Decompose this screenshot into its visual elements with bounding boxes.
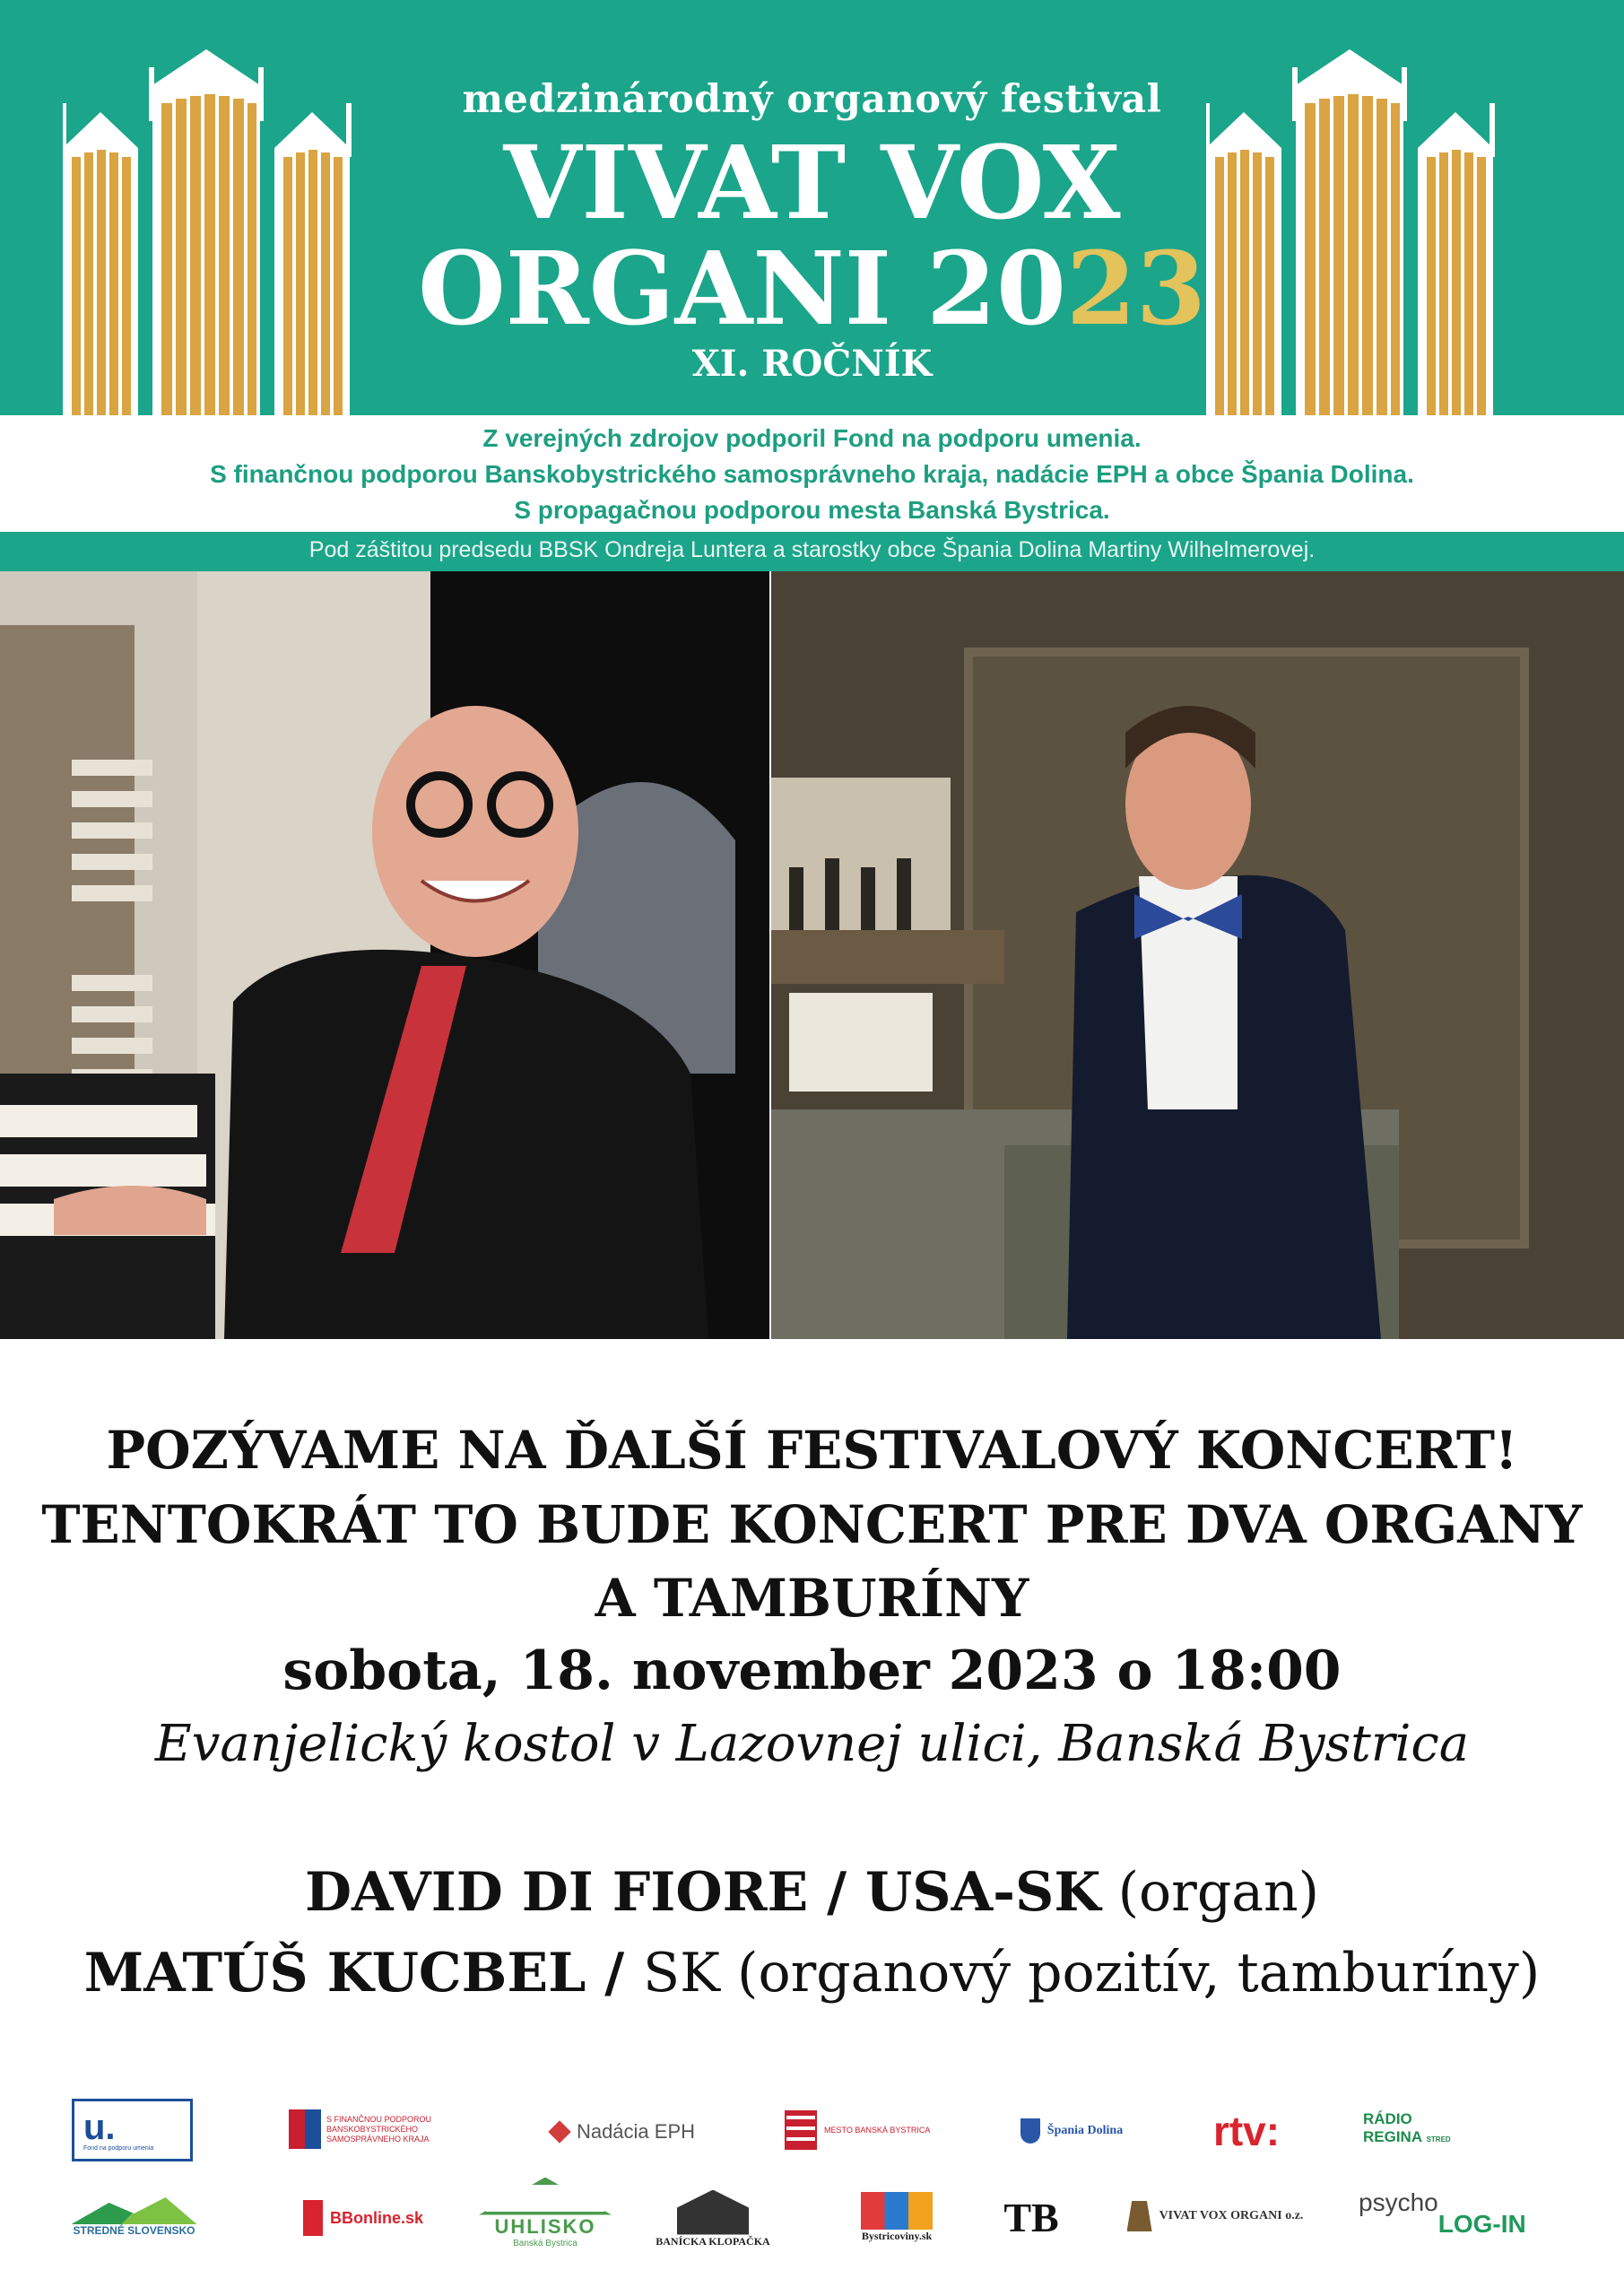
spania-logo-text: Špania Dolina [1046,2124,1124,2137]
support-line-3: S propagačnou podporou mesta Banská Bystrica. [514,496,1110,524]
rtvs-logo-text: rtv: [1212,2108,1281,2154]
headline-concert-type: TENTOKRÁT TO BUDE KONCERT PRE DVA ORGANY [41,1494,1583,1555]
uhlisko-logo-text: UHLISKO [494,2214,596,2238]
regina-line-2: REGINA [1363,2128,1423,2145]
logo-psycho-login [1359,2188,1556,2246]
logo-uhlisko [473,2172,617,2253]
stredne-logo-text: STREDNÉ SLOVENSKO [73,2224,195,2237]
logo-tb [991,2190,1072,2244]
artist-1-country: USA-SK [864,1861,1101,1924]
bbsk-logo-text: S FINANČNOU PODPOROU BANSKOBYSTRICKÉHO SAMOSPRÁVNEHO KRAJA [326,2114,432,2144]
bystricoviny-squares-icon [861,2192,933,2230]
vvo-organ-icon [1127,2201,1152,2231]
artist-1-separator: / [808,1861,865,1924]
regina-line-2-wrap [1363,2128,1451,2146]
support-line-1: Z verejných zdrojov podporil Fond na podporu umenia. [482,424,1142,452]
logo-rtvs [1197,2106,1296,2156]
headline-invitation: POZÝVAME NA ĎALŠÍ FESTIVALOVÝ KONCERT! [106,1420,1518,1481]
artist-1-name: DAVID DI FIORE [304,1861,809,1924]
eph-logo-text: Nadácia EPH [576,2120,696,2143]
spania-crest-icon [1020,2118,1040,2144]
bystricoviny-logo-text: Bystricoviny.sk [861,2229,933,2242]
support-line-2: S finančnou podporou Banskobystrického samosprávneho kraja, nadácie EPH a obce Špania Dolina. [210,460,1414,488]
patronage-bar [0,532,1624,571]
artist-2-separator: / [586,1942,644,2005]
regina-line-1: RÁDIO [1363,2110,1412,2127]
artist-2-role: (organový pozitív, tamburíny) [719,1942,1541,2005]
uhlisko-roof-icon [479,2178,612,2215]
login-logo-text: LOG-IN [1437,2210,1526,2238]
festival-edition: XI. ROČNÍK [691,343,933,385]
tb-logo-text: TB [1003,2194,1059,2240]
city-crest-icon [785,2110,817,2150]
bbonline-icon [303,2200,323,2236]
psycho-logo-text: psycho [1359,2188,1438,2216]
klopacka-building-icon [677,2190,749,2235]
headline-tamburines: A TAMBURÍNY [595,1568,1029,1629]
artist-2 [0,1942,1624,2005]
uhlisko-logo-sub: Banská Bystrica [513,2238,578,2248]
festival-banner [0,0,1624,415]
logo-stredne-slovensko [56,2188,213,2246]
fpu-logo-text: Fond na podporu umenia [83,2144,154,2152]
festival-title-accent: 23 [1065,230,1206,348]
artist-1-role: (organ) [1100,1861,1320,1924]
logo-vivat-vox-organi-oz [1112,2196,1318,2237]
logo-bbonline [291,2197,435,2239]
klopacka-logo-text: BANÍCKA KLOPAČKA [656,2234,770,2248]
logo-spania-dolina [1004,2115,1139,2147]
logo-radio-regina [1363,2106,1507,2151]
logo-fond-na-podporu-umenia [72,2099,193,2161]
festival-subtitle: medzinárodný organový festival [462,77,1162,122]
logo-bystricoviny [834,2181,960,2253]
festival-title-line1: VIVAT VOX [503,125,1121,242]
logo-bbsk [289,2109,468,2149]
stredne-mountains-icon [72,2197,197,2224]
regina-line-3: STRED [1426,2135,1451,2144]
artist-photos [0,571,1624,1339]
artist-1 [0,1861,1624,1924]
patronage-text: Pod záštitou predsedu BBSK Ondreja Luntera a starostky obce Špania Dolina Martiny Wilhelmerovej. [308,537,1316,562]
bb-city-logo-text: MESTO BANSKÁ BYSTRICA [824,2126,931,2135]
eph-diamond-icon [548,2120,570,2143]
bbonline-logo-text: BBonline.sk [329,2208,424,2227]
vvo-logo-text: VIVAT VOX ORGANI o.z. [1159,2209,1304,2222]
photo-organist-right [771,571,1624,1339]
support-credits [0,415,1624,532]
artist-2-name: MATÚŠ KUCBEL [83,1942,586,2005]
festival-title-line2 [0,231,1624,348]
event-date: sobota, 18. november 2023 o 18:00 [282,1639,1342,1702]
event-venue: Evanjelický kostol v Lazovnej ulici, Banská Bystrica [154,1715,1470,1773]
logo-banicka-klopacka [655,2179,771,2258]
logo-nadacia-eph [543,2117,704,2147]
festival-title-main: ORGANI 20 [418,230,1066,348]
bbsk-crest-icon [289,2109,321,2149]
photo-organist-left [0,571,769,1339]
artist-2-country: SK [643,1942,720,2005]
logo-mesto-banska-bystrica [785,2109,946,2151]
fpu-logo-mark: u. [83,2107,116,2147]
